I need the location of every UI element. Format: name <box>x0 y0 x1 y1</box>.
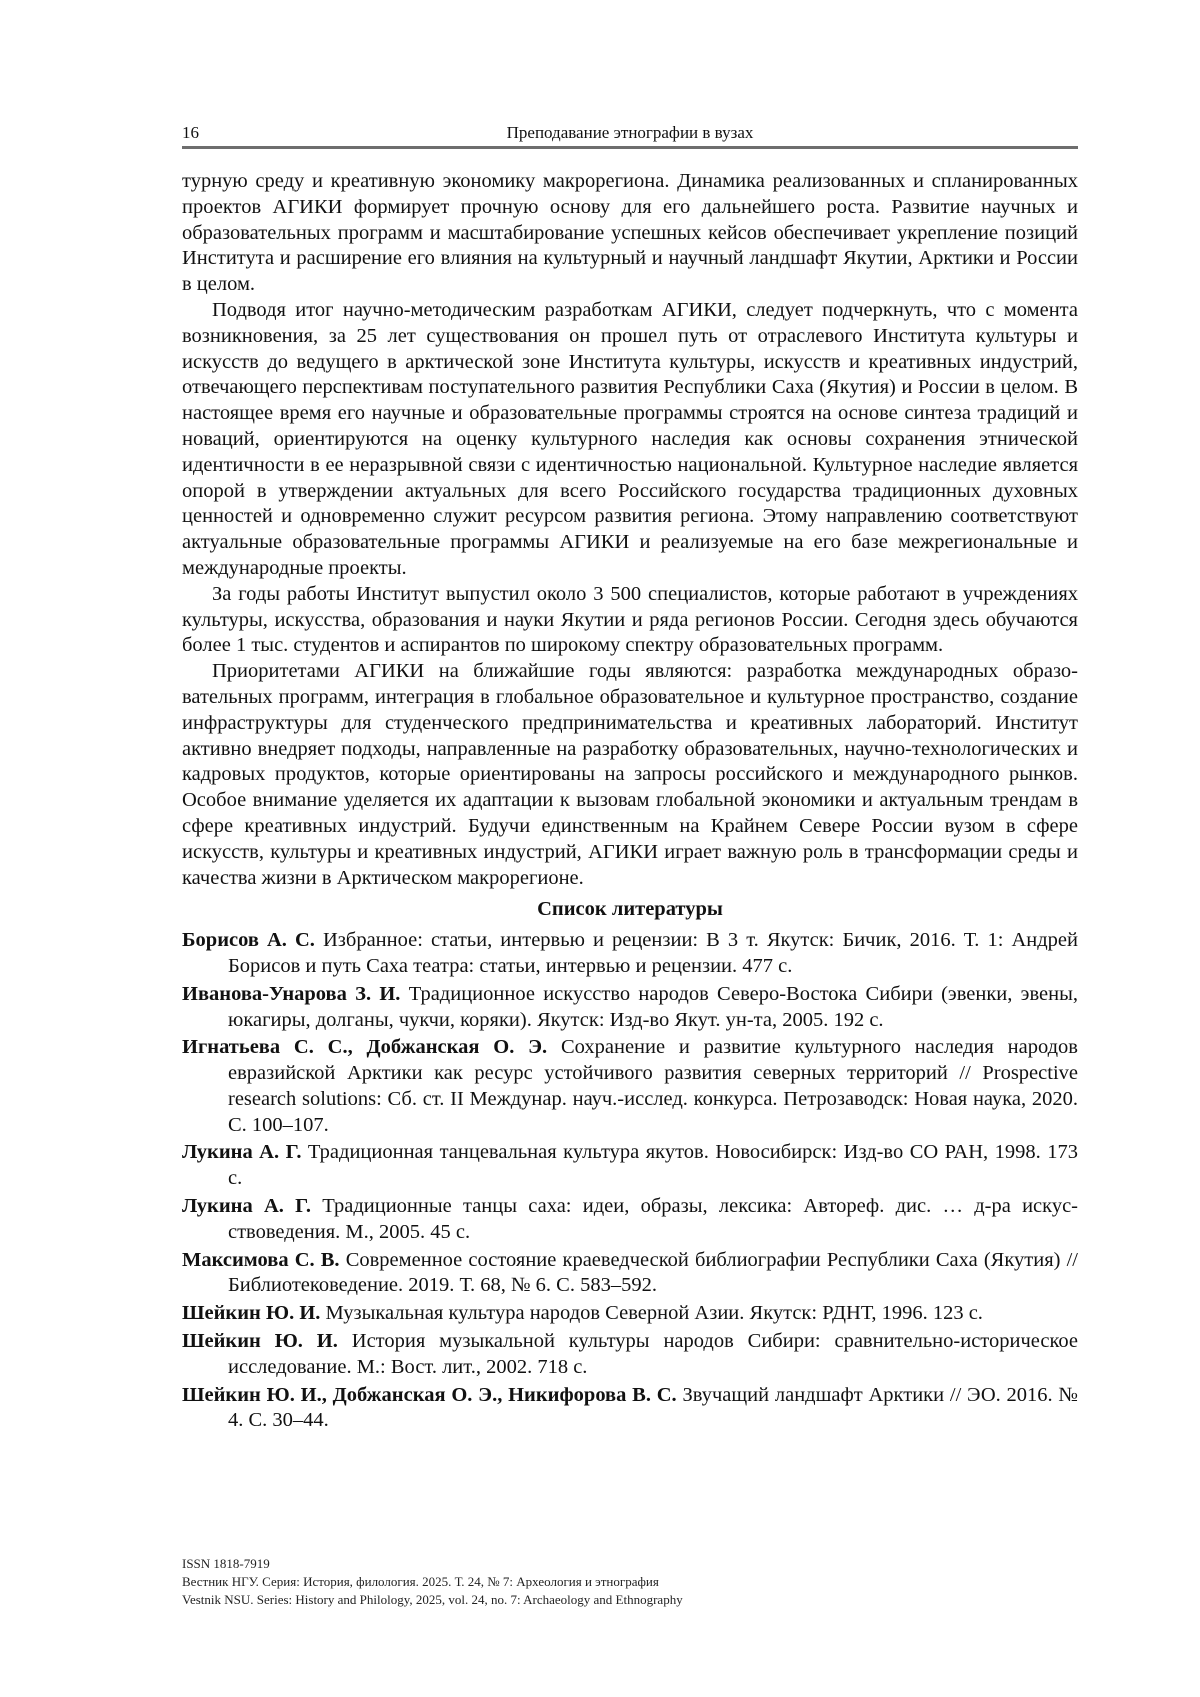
paragraph: турную среду и креативную экономику макрорегиона. Динамика реализованных и спланированных проектов АГИКИ формирует прочную основу для его дальнейшего роста. Развитие научных и образовательных программ и масштабирование успешных кейсов обеспечивает укрепление позиций Института и расширение его влияния на культурный и научный ландшафт Якутии, Арктики и России в целом. <box>182 170 1078 296</box>
reference-text: Избранное: статьи, интервью и рецензии: В 3 т. Якутск: Бичик, 2016. Т. 1: Андрей Борисов и путь Саха театра: статьи, интервью и рецензии. 477 с. <box>228 929 1078 977</box>
reference-authors: Лукина А. Г. <box>182 1141 302 1164</box>
references-list <box>182 928 1078 1434</box>
reference-item <box>182 982 1078 1034</box>
reference-item <box>182 1329 1078 1381</box>
reference-text: Современное состояние краеведческой библиографии Республики Саха (Якутия) // Библиотековедение. 2019. Т. 68, № 6. С. 583–592. <box>228 1248 1078 1297</box>
reference-authors: Максимова С. В. <box>182 1248 340 1271</box>
reference-item <box>182 1035 1078 1138</box>
running-title: Преподавание этнографии в вузах <box>506 123 754 142</box>
page-number: 16 <box>182 123 199 142</box>
reference-text: Звучащий ландшафт Арктики // ЭО. 2016. № 4. С. 30–44. <box>228 1383 1078 1432</box>
reference-text: Сохранение и развитие культурного наследия народов евразийской Арктики как ресурс устойчивого развития северных территорий // Prospective research solutions: Сб. ст. II Междунар. науч.-исслед. конкурса. Петрозаводск: Новая наука, 2020. С. 100–107. <box>228 1036 1078 1136</box>
paragraph: Приоритетами АГИКИ на ближайшие годы являются: разработка международных образовательных программ, интеграция в глобальное образовательное и культурное пространство, создание инфраструктуры для студенческого предпринимательства и креативных лабораторий. Институт активно внедряет подходы, направленные на разработку образовательных, научно-технологических и кадровых продуктов, которые ориентированы на запросы российского и международного рынков. Особое внимание уделяется их адаптации к вызовам глобальной экономики и актуальным трендам в сфере креативных индустрий. Будучи единственным на Крайнем Севере России вузом в сфере искусств, культуры и креативных индустрий, АГИКИ играет важную роль в трансформации среды и качества жизни в Арктическом макрорегионе. <box>182 660 1078 889</box>
reference-authors: Борисов А. С. <box>182 929 315 952</box>
paragraph: За годы работы Институт выпустил около 3 500 специалистов, которые работают в учреждениях культуры, искусства, образования и науки Якутии и ряда регионов России. Сегодня здесь обучаются более 1 тыс. студентов и аспирантов по широкому спектру образовательных программ. <box>182 582 1078 657</box>
issn: ISSN 1818-7919 <box>182 1556 270 1571</box>
reference-authors: Иванова-Унарова З. И. <box>182 982 401 1005</box>
article-body <box>182 169 1078 1436</box>
reference-text: Традиционная танцевальная культура якутов. Новосибирск: Изд-во СО РАН, 1998. 173 с. <box>228 1141 1079 1190</box>
page-header <box>182 122 1078 146</box>
reference-text: История музыкальной культуры народов Сибири: сравнительно-историческое исследование. М.: Вост. лит., 2002. 718 с. <box>228 1330 1078 1378</box>
reference-item <box>182 1248 1078 1300</box>
journal-citation-ru: Вестник НГУ. Серия: История, филология. 2025. Т. 24, № 7: Археология и этнография <box>182 1574 659 1589</box>
reference-text: Традиционное искусство народов Северо-Востока Сибири (эвенки, эвены, юкагиры, долганы, чукчи, коряки). Якутск: Изд-во Якут. ун-та, 2005. 192 с. <box>228 982 1079 1031</box>
reference-authors: Шейкин Ю. И., Добжанская О. Э., Никифорова В. С. <box>182 1383 677 1406</box>
paragraph: Подводя итог научно-методическим разработкам АГИКИ, следует подчеркнуть, что с момента возникновения, за 25 лет существования он прошел путь от отраслевого Института культуры и искусств до ведущего в арктической зоне Института культуры, искусств и креативных индустрий, отвечающего перспективам поступательного развития Республики Саха (Якутия) и России в целом. В настоящее время его научные и образовательные программы строятся на основе синтеза традиций и новаций, ориентируются на оценку культурного наследия как основы сохранения этнической идентичности в ее неразрывной связи с идентичностью национальной. Культурное наследие является опорой в утверждении актуальных для всего Российского государства традиционных духовных ценностей и одновременно служит ресурсом развития региона. Этому направлению соответствуют актуальные образовательные программы АГИКИ и реализуемые на его базе межрегиональные и международные проекты. <box>182 298 1078 579</box>
reference-authors: Лукина А. Г. <box>182 1195 311 1218</box>
page-footer <box>182 1555 1078 1609</box>
reference-item <box>182 928 1078 980</box>
header-rule <box>182 146 1078 149</box>
reference-item <box>182 1383 1078 1435</box>
reference-authors: Шейкин Ю. И. <box>182 1330 338 1353</box>
reference-item <box>182 1194 1078 1246</box>
journal-citation-en: Vestnik NSU. Series: History and Philology, 2025, vol. 24, no. 7: Archaeology and Ethnography <box>182 1592 683 1607</box>
reference-authors: Шейкин Ю. И. <box>182 1302 321 1325</box>
references-title: Список литературы <box>537 898 723 921</box>
reference-item <box>182 1140 1078 1192</box>
reference-text: Традиционные танцы саха: идеи, образы, лексика: Автореф. дис. … д-ра искусствоведения. М., 2005. 45 с. <box>228 1195 1078 1243</box>
reference-text: Музыкальная культура народов Северной Азии. Якутск: РДНТ, 1996. 123 с. <box>320 1302 983 1325</box>
reference-item <box>182 1301 1078 1327</box>
reference-authors: Игнатьева С. С., Добжанская О. Э. <box>182 1036 548 1059</box>
